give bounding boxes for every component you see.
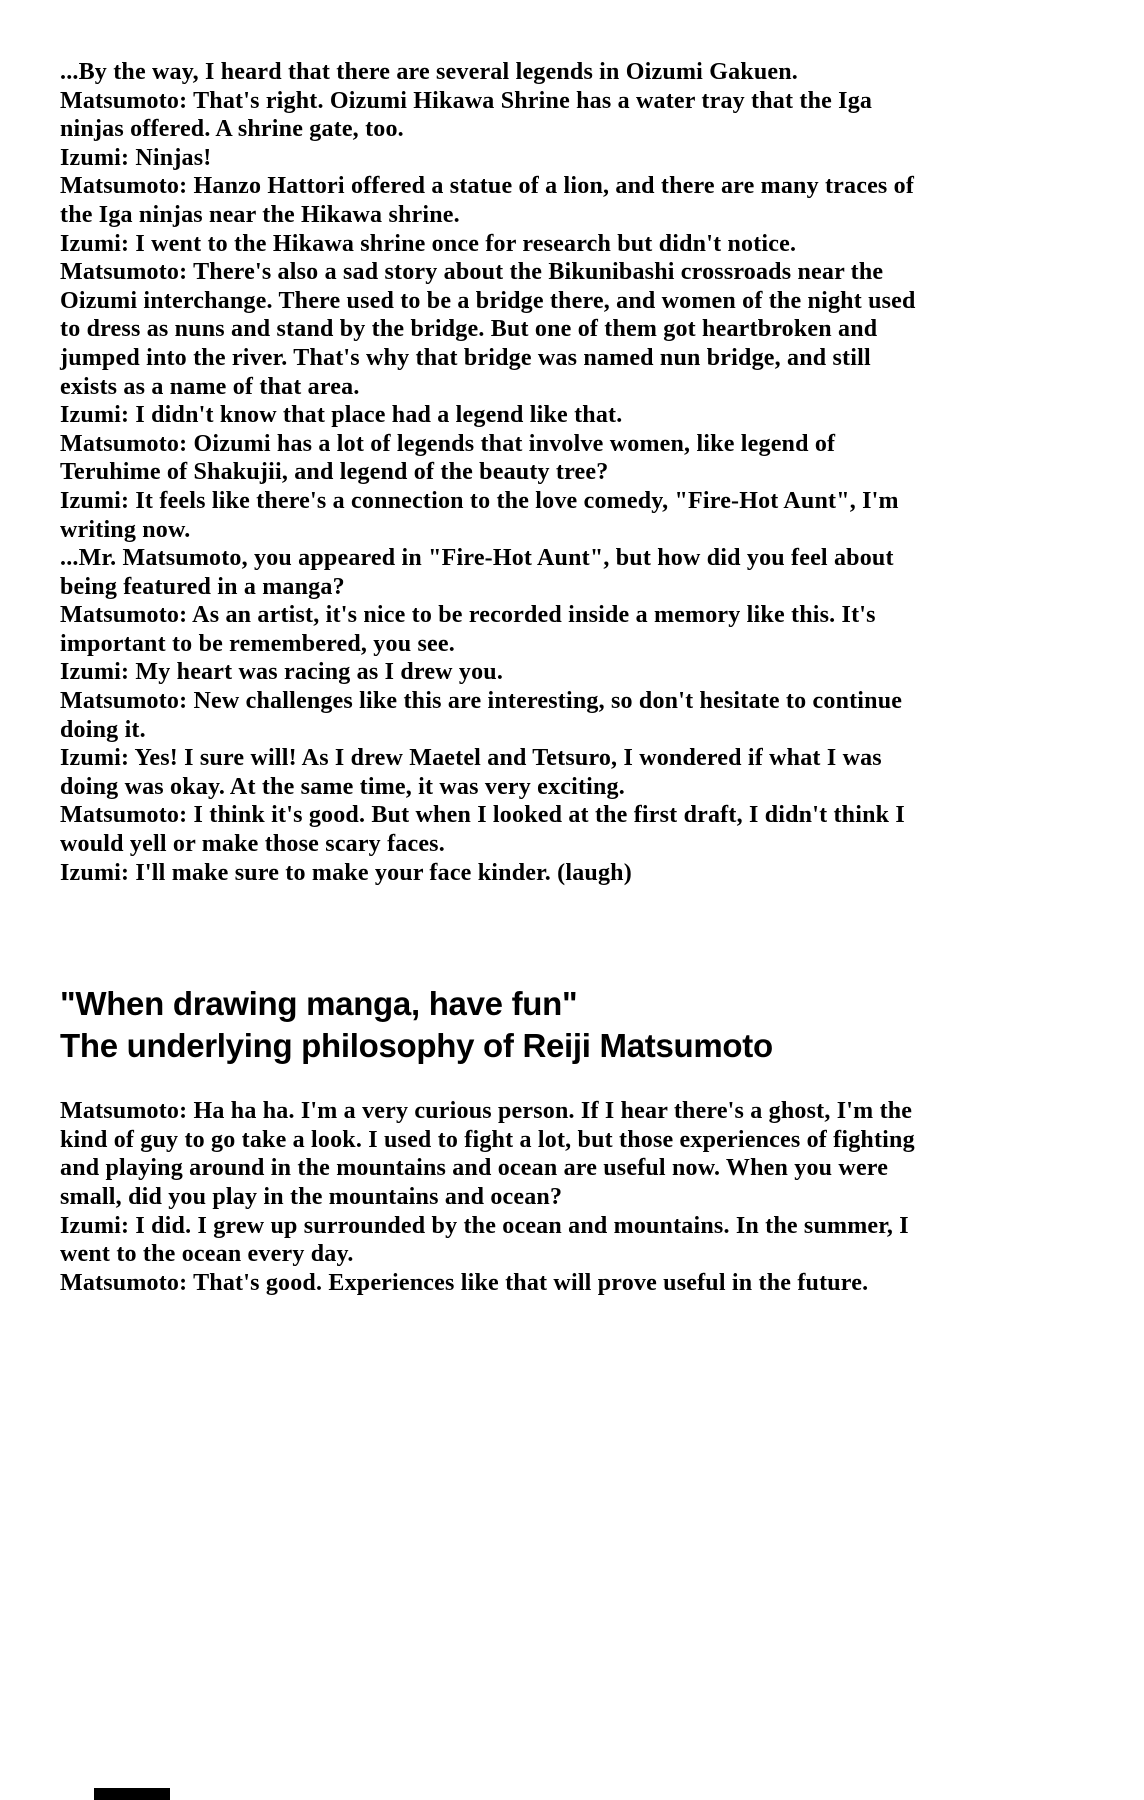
dialogue-line: Izumi: I didn't know that place had a legend like that. [60, 402, 623, 429]
dialogue-line: Izumi: Yes! I sure will! As I drew Maetel and Tetsuro, I wondered if what I was doing was okay. At the same time, it was very exciting. [60, 745, 882, 800]
dialogue-line: Matsumoto: Oizumi has a lot of legends that involve women, like legend of Teruhime of Shakujii, and legend of the beauty tree? [60, 430, 836, 486]
dialogue-line: Izumi: I went to the Hikawa shrine once for research but didn't notice. [60, 230, 797, 257]
dialogue-line: Izumi: I'll make sure to make your face kinder. (laugh) [60, 859, 632, 886]
scan-artifact-mark [94, 1788, 170, 1800]
interview-dialogue-part1 [60, 58, 1086, 887]
interview-dialogue-part2 [60, 1097, 1086, 1297]
dialogue-line: Matsumoto: As an artist, it's nice to be recorded inside a memory like this. It's important to be remembered, you see. [60, 602, 876, 657]
section-heading [60, 983, 1086, 1067]
dialogue-line: Matsumoto: There's also a sad story about the Bikunibashi crossroads near the Oizumi interchange. There used to be a bridge there, and women of the night used to dress as nuns and stand by the bridge. But one of them got heartbroken and jumped into the river. That's why that bridge was named nun bridge, and still exists as a name of that area. [60, 259, 916, 400]
dialogue-line: Izumi: My heart was racing as I drew you. [60, 659, 504, 686]
dialogue-line: ...Mr. Matsumoto, you appeared in "Fire-Hot Aunt", but how did you feel about being featured in a manga? [60, 545, 894, 600]
section-heading-line1: "When drawing manga, have fun" [60, 985, 578, 1023]
dialogue-line: Izumi: Ninjas! [60, 144, 212, 171]
section-heading-line2: The underlying philosophy of Reiji Matsumoto [60, 1027, 773, 1065]
dialogue-line: Izumi: It feels like there's a connection to the love comedy, "Fire-Hot Aunt", I'm writing now. [60, 487, 899, 543]
dialogue-line: Matsumoto: That's good. Experiences like that will prove useful in the future. [60, 1269, 869, 1296]
dialogue-line: Matsumoto: I think it's good. But when I looked at the first draft, I didn't think I would yell or make those scary faces. [60, 802, 905, 858]
dialogue-line: Izumi: I did. I grew up surrounded by the ocean and mountains. In the summer, I went to the ocean every day. [60, 1212, 909, 1268]
dialogue-line: Matsumoto: Hanzo Hattori offered a statue of a lion, and there are many traces of the Iga ninjas near the Hikawa shrine. [60, 173, 915, 228]
dialogue-line: Matsumoto: Ha ha ha. I'm a very curious person. If I hear there's a ghost, I'm the kind of guy to go take a look. I used to fight a lot, but those experiences of fighting and playing around in the mountains and ocean are useful now. When you were small, did you play in the mountains and ocean? [60, 1098, 915, 1210]
dialogue-line: Matsumoto: New challenges like this are interesting, so don't hesitate to continue doing it. [60, 688, 903, 743]
dialogue-line: ...By the way, I heard that there are several legends in Oizumi Gakuen. [60, 59, 798, 85]
dialogue-line: Matsumoto: That's right. Oizumi Hikawa Shrine has a water tray that the Iga ninjas offered. A shrine gate, too. [60, 87, 873, 143]
